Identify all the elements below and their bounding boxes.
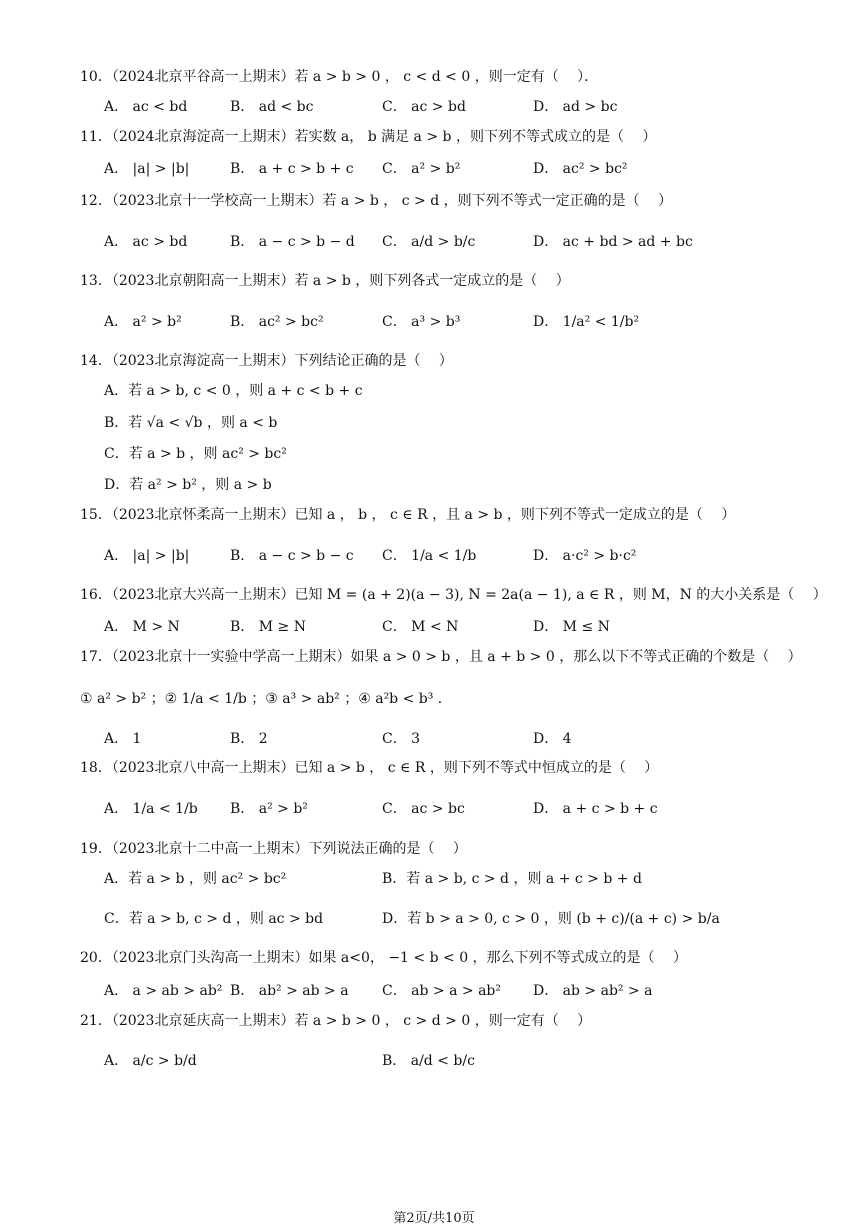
option-c: C． ac > bd (382, 99, 466, 115)
question-stem: 10．（2024北京平谷高一上期末）若 a > b > 0 ， c < d < 0 ，则一定有（ ）． (80, 69, 599, 85)
option-b: B． a + c > b + c (230, 161, 354, 177)
option-a: A． a > ab > ab² (104, 983, 223, 999)
option-b: B． ab² > ab > a (230, 983, 349, 999)
option-a: A．若 a > b, c < 0 ，则 a + c < b + c (104, 383, 363, 399)
option-b: B．若 a > b, c > d ，则 a + c > b + d (382, 871, 642, 887)
option-c: C． a³ > b³ (382, 314, 461, 330)
option-c: C． 3 (382, 731, 421, 747)
option-c: C． 1/a < 1/b (382, 548, 477, 564)
option-d: D． 1/a² < 1/b² (533, 314, 640, 330)
option-c: C． ac > bc (382, 801, 465, 817)
question-stem: 20．（2023北京门头沟高一上期末）如果 a<0， −1 < b < 0 ，那么下列不等式成立的是（ ） (80, 950, 687, 966)
option-c: C．若 a > b ，则 ac² > bc² (104, 446, 287, 462)
option-d: D． ad > bc (533, 99, 618, 115)
option-d: D．若 b > a > 0, c > 0 ，则 (b + c)/(a + c) > b/a (382, 911, 720, 927)
option-b: B． a − c > b − d (230, 234, 355, 250)
question-stem: 16．（2023北京大兴高一上期末）已知 M = (a + 2)(a − 3), N = 2a(a − 1), a ∈ R ，则 M，N 的大小关系是（ ） (80, 587, 827, 603)
option-d: D． M ≤ N (533, 619, 610, 635)
option-d: D． 4 (533, 731, 572, 747)
option-b: B． ac² > bc² (230, 314, 324, 330)
option-d: D． ac + bd > ad + bc (533, 234, 693, 250)
option-a: A． |a| > |b| (104, 161, 190, 177)
option-c: C． ab > a > ab² (382, 983, 501, 999)
option-c: C． a/d > b/c (382, 234, 476, 250)
question-stem: 18．（2023北京八中高一上期末）已知 a > b ， c ∈ R ，则下列不等式中恒成立的是（ ） (80, 760, 659, 776)
option-a: A． ac < bd (104, 99, 188, 115)
option-a: A． 1/a < 1/b (104, 801, 198, 817)
option-a: A．若 a > b ，则 ac² > bc² (104, 871, 287, 887)
option-d: D． a·c² > b·c² (533, 548, 637, 564)
option-b: B． a − c > b − c (230, 548, 354, 564)
option-b: B． a² > b² (230, 801, 308, 817)
question-stem: 19．（2023北京十二中高一上期末）下列说法正确的是（ ） (80, 841, 467, 857)
option-b: B． a/d < b/c (382, 1053, 475, 1069)
option-b: B．若 √a < √b ，则 a < b (104, 415, 278, 431)
question-stem: 13．（2023北京朝阳高一上期末）若 a > b ，则下列各式一定成立的是（ ） (80, 273, 570, 289)
option-d: D． a + c > b + c (533, 801, 658, 817)
option-a: A． |a| > |b| (104, 548, 190, 564)
option-d: D．若 a² > b² ，则 a > b (104, 477, 272, 493)
option-b: B． M ≥ N (230, 619, 306, 635)
option-a: A． a² > b² (104, 314, 182, 330)
page-footer: 第2页/共10页 (393, 1211, 475, 1226)
option-c: C． a² > b² (382, 161, 461, 177)
option-a: A． a/c > b/d (104, 1053, 197, 1069)
option-a: A． M > N (104, 619, 180, 635)
question-stem: 17．（2023北京十一实验中学高一上期末）如果 a > 0 > b ，且 a + b > 0 ，那么以下不等式正确的个数是（ ） (80, 649, 802, 665)
option-a: A． ac > bd (104, 234, 188, 250)
question-stem: 15．（2023北京怀柔高一上期末）已知 a ， b ， c ∈ R ，且 a > b ，则下列不等式一定成立的是（ ） (80, 507, 736, 523)
question-stem: 12．（2023北京十一学校高一上期末）若 a > b ， c > d ，则下列不等式一定正确的是（ ） (80, 193, 673, 209)
option-a: A． 1 (104, 731, 142, 747)
option-d: D． ac² > bc² (533, 161, 628, 177)
question-stem: 14．（2023北京海淀高一上期末）下列结论正确的是（ ） (80, 353, 453, 369)
question-stem: 21．（2023北京延庆高一上期末）若 a > b > 0 ， c > d > 0 ，则一定有（ ） (80, 1013, 592, 1029)
option-b: B． ad < bc (230, 99, 314, 115)
question-stem: 11．（2024北京海淀高一上期末）若实数 a， b 满足 a > b ，则下列不等式成立的是（ ） (80, 129, 657, 145)
option-c: C．若 a > b, c > d ，则 ac > bd (104, 911, 324, 927)
option-b: B． 2 (230, 731, 268, 747)
option-c: C． M < N (382, 619, 459, 635)
question-subitems: ① a² > b² ；② 1/a < 1/b ；③ a³ > ab² ；④ a²b < b³ ． (80, 691, 452, 707)
option-d: D． ab > ab² > a (533, 983, 653, 999)
